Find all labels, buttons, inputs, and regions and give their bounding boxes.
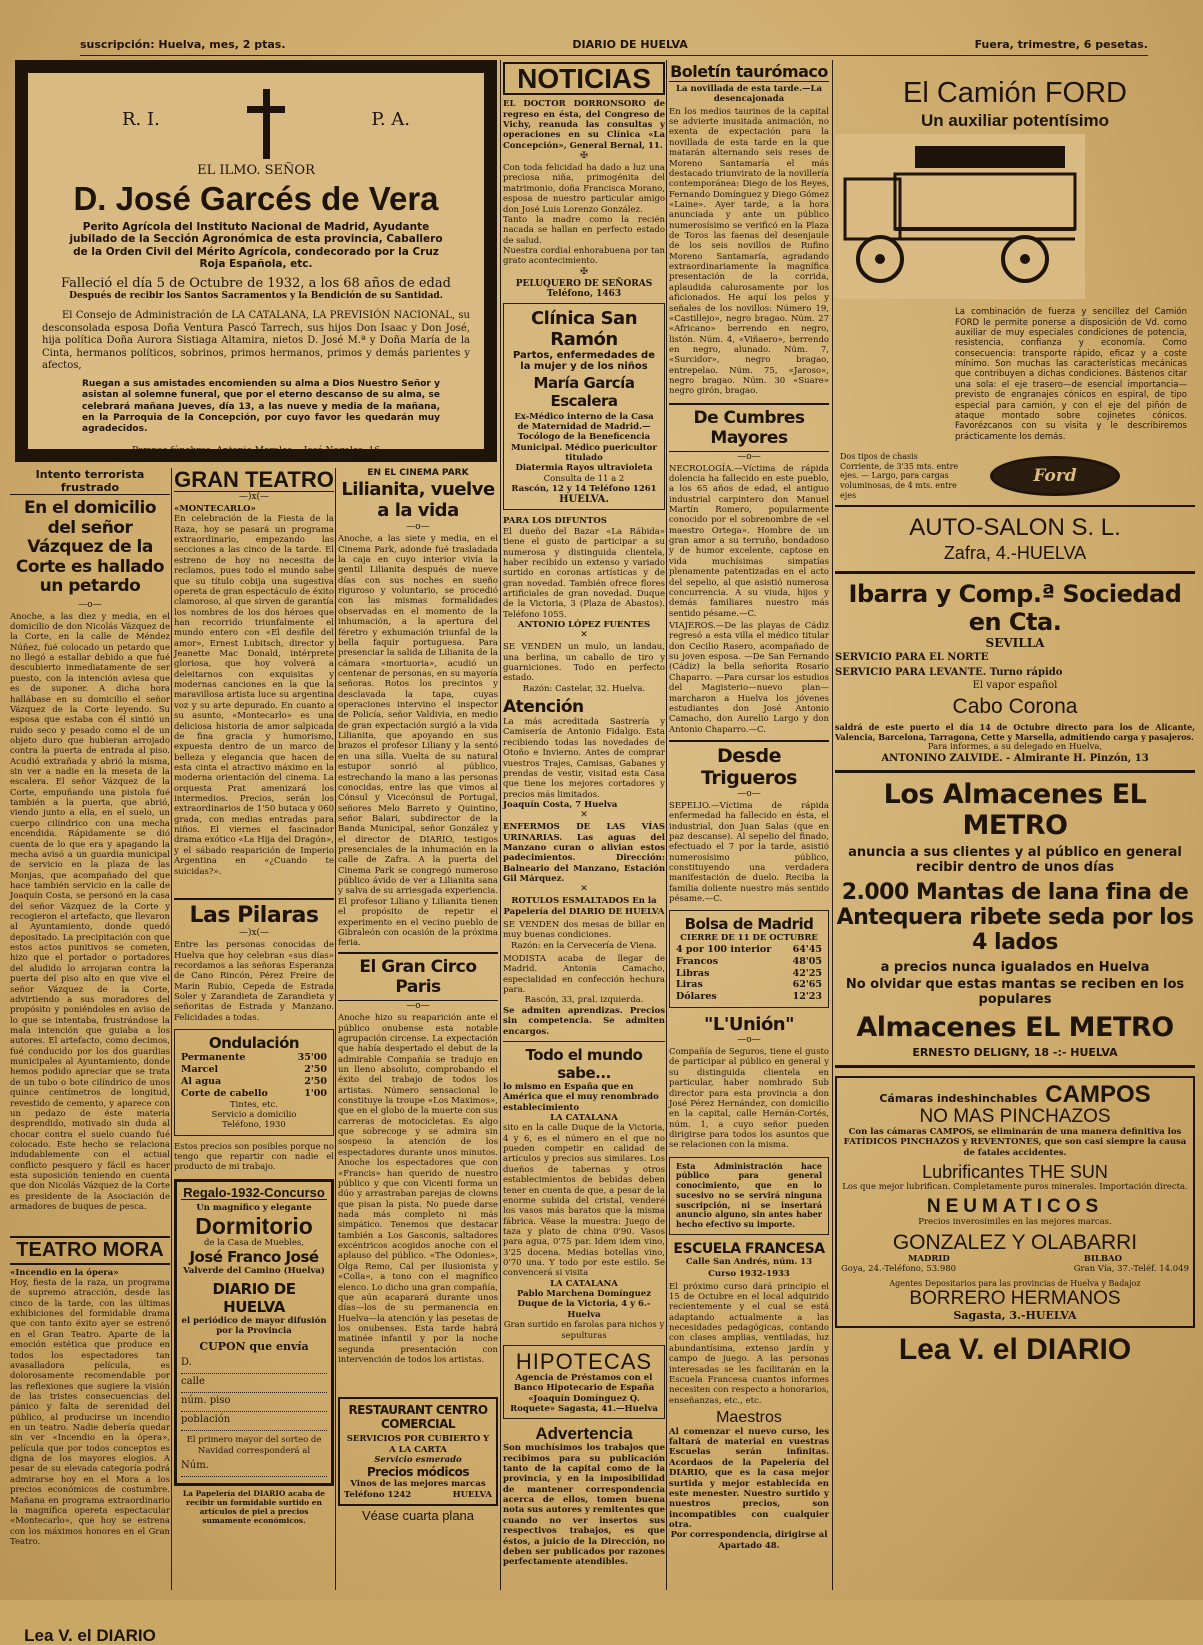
cumbres-text: NECROLOGÍA.—Víctima de rápida dolencia ha fallecido en este pueblo, a los 65 años de edad, el antiguo industrial carpintero don Manuel Martín Romero, popularmente conocido por el sobrenombre de «el maestro Ortega». Hombre de un gran amor a su terruño, bondadoso y de humor excelente, captose en vida muchísimas simpatías plenamente patentizadas en el acto del sepelio, al que asistió numerosa concurrencia. A su viuda, hijos y demás familiares nuestro más sentido pésame.—C. xyxy=(669,463,829,619)
union-text: Compañía de Seguros, tiene el gusto de participar al público en general y su distinguida clientela en particular, haber nombrado Sub director para esta provincia a don José Pérez Hernández, con domicilio en la capital, calle Hernán-Cortés, núm. 1, a cuyo señor pueden dirigirse para todos los asuntos que se relacionen con la misma. xyxy=(669,1047,829,1151)
campos-gonz: GONZALEZ Y OLABARRI xyxy=(892,1230,1138,1254)
todo-text: lo mismo en España que en América que el muy renombrado establecimiento xyxy=(503,1081,659,1113)
cross-icon xyxy=(247,89,285,159)
obituary-name: D. José Garcés de Vera xyxy=(73,180,439,217)
ibarra-title: Ibarra y Comp.ª Sociedad en Cta. xyxy=(848,579,1182,636)
obituary-request: Ruegan a sus amistades encomienden su alma a Dios Nuestro Señor y asistan al solemne funeral, que por el eterno descanso de su alma, se celebrará mañana Jueves, día 13, a las nueve y media de la mañana, en la Parroquia de la Concepción, por cuyo favor les quedarán muy agradecidos. xyxy=(82,378,440,435)
campos-addr-right: Gran Vía, 37.-Teléf. 14.049 xyxy=(1073,1263,1189,1274)
toros-sub: La novillada de esta tarde.—La desencajonada xyxy=(676,84,822,105)
bolsa-row xyxy=(676,956,822,968)
metro-ad xyxy=(835,773,1195,1068)
regalo-premio: El primero mayor del sorteo de Navidad corresponderá al xyxy=(186,1435,322,1456)
bolsa-value: 62'65 xyxy=(792,979,822,991)
atentado-text: Anoche, a las diez y media, en el domicilio de don Nicolás Vázquez de la Corte, en la calle de Méndez Núñez, fué colocado un petardo que no llegó a estallar debido a que fué descubierto inmediatamente de ser puesto, con la intención aviesa que es de suponer. A dicha hora hallábase en su domicilio el señor Vázquez de la Corte leyendo. Su esposa que estaba con él sintió un ruido seco y pesado como el de un objeto duro que hubieran arrojado contra la puerta de entrada al piso. Acudió extrañada y abrió la misma, sin ver a nadie en la meseta de la escalera. El señor Vázquez de la Corte, empuñando una pistola fué también a la puerta, que abrió, viendo junto a ella, en el suelo, un cuerpo cilíndrico con una mecha encendida. Rápidamente se dió cuenta de lo que era y apagando la mecha avisó a un guardia municipal de servicio en la plaza de las Monjas, que acompañado del que hace también servicio en la calle de Joaquín Costa, se personó en la casa del señor Vázquez de la Corte y recogieron el artefacto, que llevaron al Ayuntamiento, donde quedó depositado. La precipitación con que estos actos punitivos se cometen, hizo que el portador o portadores del aludido lo arrojaran contra la puerta del piso alto en que vive el señor Vázquez de la Corte, advirtiendo a sus moradores del propósito y poniéndoles en aviso de lo que se intentaba, frustrándose la mala intención que guiaba a los autores. El artefacto, como decimos, fué conducido por los dos guardias municipales al Ayuntamiento, donde hemos podido apreciar que se trata de un tubo o bote cilíndrico de unos quince centímetros de longitud, revestido de cemento, y aparece con un pedazo de éste materia desprendido, motivado sin duda al chocar contra el suelo cuando fué colocado. Este hecho se relaciona indudablemente con el actual conflicto pesquero y fácil es hacer esta suposición teniendo en cuenta que don Nicolás Vázquez de la Corte es presidente de la Asociación de armadores de buques de pesca. xyxy=(10,611,170,1213)
mora-title: TEATRO MORA xyxy=(10,1236,170,1265)
peluqueria-ad: PELUQUERO DE SEÑORAS Teléfono, 1463 xyxy=(515,278,653,299)
cumbres-title: De Cumbres Mayores xyxy=(669,403,829,452)
campos-lub: Lubrificantes THE SUN xyxy=(922,1161,1108,1182)
maestros-text: Al comenzar el nuevo curso, les faltará de material en vuestras Escuelas serán infinitas. Acordaos de la Papelería del DIARIO, que es la casa mejor surtida y mejor establecida en este menester. Nuestro surtido y nuestros precios, son incompatibles con cualquier otra. xyxy=(669,1426,829,1530)
metro-l2: 2.000 Mantas de lana fina de Antequera ribete seda por los 4 lados xyxy=(836,879,1194,956)
column-rule xyxy=(171,468,172,1590)
column-toros xyxy=(669,62,829,1592)
column-noticias xyxy=(503,62,665,1592)
noticias-item-2: Con toda felicidad ha dado a luz una preciosa niña, primogénita del matrimonio, doña Francisca Morano, esposa de nuestro particular amigo don José Luis Lorenzo González. xyxy=(503,163,665,215)
bolsa-row xyxy=(676,991,822,1003)
granteatro-title: GRAN TEATRO xyxy=(174,467,334,492)
restaurant-city: HUELVA xyxy=(452,1489,492,1500)
restaurant-l1: SERVICIOS POR CUBIERTO Y A LA CARTA xyxy=(346,1434,490,1455)
rip-header xyxy=(42,81,470,159)
ford-sub: Un auxiliar potentísimo xyxy=(921,111,1109,131)
ondulacion-rows xyxy=(181,1052,327,1100)
campos-borrero-addr: Sagasta, 3.-HUELVA xyxy=(953,1308,1077,1322)
restaurant-l3: Precios módicos xyxy=(366,1465,470,1480)
obituary-death: Falleció el día 5 de Octubre de 1932, a los 68 años de edad xyxy=(61,276,451,292)
campos-title: CAMPOS xyxy=(1045,1080,1151,1108)
restaurant-ad xyxy=(338,1397,498,1506)
obituary-family: El Consejo de Administración de LA CATALANA, LA PREVISIÓN NACIONAL, su desconsolada esposa Doña Ventura Pascó Tarrech, sus hijos Don Isaac y Don José, hija política Doña Aurora Sistiaga Altamira, nietos D. José M.ª y Doña María de la Cinta, hermanos políticos, sobrinos, primos hermanos, primos y demás parientes y afectos, xyxy=(42,310,470,372)
autosalon-addr: Zafra, 4.-HUELVA xyxy=(943,542,1087,563)
toros-text: En los medios taurinos de la capital se advierte inusitada animación, no exenta de expectación para la novillada de esta tarde en la que matarán alternando seis reses de Moreno Santamaría el más destacado triunvirato de la novillería contemporánea: Diego de los Reyes, Fernando Domínguez y Diego Gómez «Laine». Ayer tarde, a la hora anunciada y ante un público numerosísimo se verificó en la Plaza de Toros las faenas del desenjaule de los seis novillos de Rufino Moreno Santamaría, agradando extraordinariamente la magnífica presentación de la corrida, aplaudida calurosamente por los aficionados. He aquí los pelos y señales de los novillos: Número 19, «Castillejo», negro bragao. Núm. 27 «Africano» berrendo en negro, listón. Núm. 4, «Viñaero», berrendo en negro, alunado. Núm. 7, «Surcidor», negro bragao, entrepelao. Núm. 75, «Jaroso», negro bragao. Núm. 30 «Suare» negro girón, bragao. xyxy=(669,106,829,397)
metro-l3: a precios nunca igualados en Huelva xyxy=(880,959,1150,975)
obituary-sacraments: Después de recibir los Santos Sacramentos y la Bendición de su Santidad. xyxy=(69,291,443,302)
column-rule xyxy=(335,468,336,1590)
granteatro-text: En celebración de la Fiesta de la Raza, hoy se pasará un programa extraordinario, empezando las secciones a las cinco de la tarde. El estreno de hoy no necesita de reclamos, pues todo el mundo sabe que su título cobija una sugestiva opereta de gran espectáculo de éxito clamoroso, al que sirven de garantía los nombres de los dos héroes que han recorrido triunfalmente el mundo entero con «El desfile del amor», Ernest Lubitsch, director y Jeanette Mac Donald, intérprete gloriosa, que hoy volverá a deleitarnos con exquisitas y modernas canciones en la que la maravillosa artista luce su argentina voz y su arte depurado. En cuanto a su asunto, «Montecarlo» es una deliciosa historia de amor salpicada de fina gracia y humorismo, expuesta dentro de un marco de belleza y elegancia que hacen de esta cinta el atractivo máximo en la moderna orientación del cinema. La orquesta Prat amenizará los intermedios. Precios, serán los extraordinarios de 1'50 butaca y 060 grada, con medias entradas para niños. El viernes el fascinador drama exótico «La Hija del Dragón», y el sábado reaparición de Imperio Argentina en «¿Cuando te suicidas?». xyxy=(174,514,334,877)
divider xyxy=(503,1041,665,1042)
regalo-l2: de la Casa de Muebles, xyxy=(204,1237,304,1248)
ibarra-l1: SERVICIO PARA EL NORTE xyxy=(835,651,989,663)
coupon-field-numero-sorteo[interactable]: Núm. xyxy=(181,1460,327,1477)
atencion-title: Atención xyxy=(503,697,584,718)
cinema-kicker: EN EL CINEMA PARK xyxy=(367,468,469,478)
modista-addr: Rascón, 33, pral. izquierda. xyxy=(524,995,644,1006)
restaurant-l2: Servicio esmerado xyxy=(374,1454,462,1465)
atencion-addr: Joaquín Costa, 7 Huelva xyxy=(503,799,618,810)
ford-chasis: Dos tipos de chasis Corriente, de 3'35 mts. entre ejes. — Largo, para cargas voluminosas, de 4 mts. entre ejes xyxy=(840,451,959,500)
noticias-item-1: EL DOCTOR DORRONSORO de regreso en ésta, del Congreso de Vichy, reanuda las consultas y operaciones en su Clínica «La Concepción», General Bernal, 11. xyxy=(503,99,665,151)
ondulacion-value: 1'00 xyxy=(304,1087,327,1099)
separator: ✕ xyxy=(580,630,588,641)
campos-addr-left: Goya, 24.-Teléfono, 53.980 xyxy=(841,1263,957,1274)
metro-title: Los Almacenes EL METRO xyxy=(883,778,1147,841)
regalo-addr: Valverde del Camino (Huelva) xyxy=(183,1266,325,1277)
toros-title: Boletín taurómaco xyxy=(670,62,828,81)
cinema-text: Anoche, a las siete y media, en el Cinema Park, adonde fué trasladada la caja en cuyo interior vivía la gentil Lilianita después de nueve días con sus noches en sueño riguroso y voluntario, se procedió con las mismas formalidades observadas en el momento de la inhumación, a la apertura del féretro y exhumación triunfal de la bella faquir portuguesa. Para presenciar la salida de Lilianita de la cámara «mortuoria», acudió un centenar de personas, en su mayoría señoras. Rotos los precintos y desclavada la tapa, cuyas operaciones intervino el inspector de Policía, señor Valdivia, en medio de gran expectación surgió a la vida Lilianita, que apoyando en sus brazos el profesor Liliany y la sentó en una silla. Vuelta de su natural estupor sonrió al público, estrechando la mano a las personas conocidas, entre las que vimos al Cónsul y Vicecónsul de Portugal, señores Melo Barreto y Quintino, señor Balari, subdirector de la Banda Municipal, señor González y el director de DIARIO, testigos presenciales de la inhumación en la calle de Zafra. A la puerta del Cinema Park se congregó numeroso público ávido de ver a Lilianita sana y salva de su arriesgada experiencia. El profesor Liliano y Lilianita tienen el propósito de repetir el experimento en el vecino pueblo de Gibraleón con ocasión de la próxima feria. xyxy=(338,534,498,949)
bolsa-rows xyxy=(676,944,822,1003)
campos-borrero: BORRERO HERMANOS xyxy=(909,1288,1121,1310)
escuela-addr: Calle San Andrés, núm. 13 xyxy=(685,1256,813,1267)
advertencia-text: Son muchísimos los trabajos que recibimos para su publicación tanto de la capital como de la provincia, y en la imposibilidad de mantener correspondencia acerca de ellos, tomen buena nota sus autores y remitentes que cuando no ver insertos sus respectivos trabajos, es que éstos, a juicio de la Dirección, no deben ser publicados por razones perfectamente atendibles. xyxy=(503,1443,665,1568)
bolsa-row xyxy=(676,979,822,991)
bolsa-sub: CIERRE DE 11 DE OCTUBRE xyxy=(680,933,818,944)
regalo-title: Regalo-1932-Concurso xyxy=(181,1186,327,1201)
column-granteatro xyxy=(174,468,334,1593)
obituary-titles: Perito Agrícola del Instituto Nacional de Madrid, Ayudante jubilado de la Sección Agronómica de esta provincia, Caballero de la Orden Civil del Mérito Agrícola, condecorado por la Cruz Roja Española, etc. xyxy=(69,220,443,271)
ford-title: El Camión FORD xyxy=(903,77,1127,109)
ford-chasis-row xyxy=(835,452,1195,501)
clinica-doctor-info: Ex-Médico interno de la Casa de Maternidad de Madrid.—Tocólogo de la Beneficencia Municipal. Médico puericultor titulado xyxy=(511,411,657,463)
cinema-title: Lilianita, vuelve a la vida xyxy=(341,479,495,521)
ondulacion-value: 2'50 xyxy=(304,1075,327,1087)
bolsa-value: 12'23 xyxy=(792,991,822,1003)
todo-name: LA CATALANA xyxy=(550,1113,618,1123)
separator: ✠ xyxy=(580,266,588,277)
regalo-ad xyxy=(174,1179,334,1486)
ford-text: La combinación de fuerza y sencillez del Camión FORD le permite ponerse a disposición de Vd. como auxiliar de muy especiales condiciones de potencia, resistencia, confianza y economía. Como consecuencia: transporte rápido, eficaz y a coste mínimo. Son muchas las características mecánicas que contribuyen a dichas condiciones. Bástenos citar una sola: el eje trasero—de esencial importancia—previsto de engranajes cónicos en espiral, de tipo especial para camión, y con el eje del piñón de ataque montado sobre cojinetes cónicos. Favorézcanos con su visita y le describiremos prácticamente los demás. xyxy=(955,307,1187,442)
ondulacion-value: 2'50 xyxy=(304,1063,327,1075)
ondulacion-tintes: Tintes, etc. xyxy=(230,1099,278,1110)
campos-neum-text: Precios inverosímiles en las mejores marcas. xyxy=(918,1217,1112,1228)
ondulacion-title: Ondulación xyxy=(208,1034,300,1053)
atentado-kicker: Intento terrorista frustrado xyxy=(10,468,170,495)
admin-notice: Esta Administración hace público para general conocimiento, que en lo sucesivo no se servirá ninguna suscripción, ni se insertará anuncio alguno, sin antes haber hecho efectivo su importe. xyxy=(669,1157,829,1235)
ondulacion-value: 35'00 xyxy=(297,1052,327,1064)
bolsa-label: Liras xyxy=(676,979,703,991)
bolsa-row xyxy=(676,944,822,956)
regalo-l1: Un magnífico y elegante xyxy=(196,1203,312,1214)
obituary-box xyxy=(15,60,497,462)
ibarra-ad xyxy=(835,574,1195,773)
hipotecas-text: Agencia de Préstamos con el Banco Hipotecario de España «Joaquín Domínguez Q. Roquete» Sagasta, 41.—Huelva xyxy=(510,1373,658,1415)
ondulacion-tel: Teléfono, 1930 xyxy=(222,1120,286,1131)
ondulacion-label: Corte de cabello xyxy=(181,1087,268,1099)
autosalon-title: AUTO-SALON S. L. xyxy=(909,513,1121,541)
mora-text: Hoy, fiesta de la raza, un programa de supremo atracción, desde las cinco de la tarde, con las últimas exhibiciones del formidable drama que con tanto éxito ayer se estrenó en el Gran Teatro. Aparte de la emoción estética que produce en todos los espectadores tan avasalladora película, es dolorosamente recomendable por las reflexiones que sugiere la visión de las tristes consecuencias del pánico y falta de serenidad del público, al producirse un incendio en un teatro. Nadie debería quedar sin ver «Incendio en la ópera», película que por todos conceptos es digna de los mayores elogios. A pesar de su elevada categoría podrá admirarse hoy en el Mora a los precios económicos de costumbre. Mañana en programa extraordinario la magnífica opereta espectacular «Montecarlo», que hoy se estrena con los máximos honores en el Gran Teatro. xyxy=(10,1277,170,1547)
bolsa-row xyxy=(676,968,822,980)
clinica-title: Clínica San Ramón xyxy=(530,307,638,350)
clinica-address: Rascón, 12 y 14 Teléfono 1261 xyxy=(511,484,657,495)
bolsa-value: 42'25 xyxy=(792,967,822,979)
coupon-field-numero[interactable]: núm. piso xyxy=(181,1395,327,1412)
ondulacion-row xyxy=(181,1064,327,1076)
column-cinema xyxy=(338,468,498,1593)
noticias-item-3: Tanto la madre como la recién nacada se hallan en perfecto estado de salud. xyxy=(503,214,665,246)
ondulacion-label: Marcel xyxy=(181,1063,219,1075)
hipotecas-ad xyxy=(503,1345,665,1420)
difuntos-sig: ANTONIO LÓPEZ FUENTES xyxy=(517,620,651,631)
separator: —o— xyxy=(406,1001,430,1012)
campos-neum: NEUMATICOS xyxy=(926,1196,1104,1218)
separator: —o— xyxy=(737,788,761,799)
coupon-field-poblacion[interactable]: población xyxy=(181,1414,327,1431)
ford-ad xyxy=(835,78,1195,507)
hipotecas-title: HIPOTECAS xyxy=(515,1348,653,1374)
campos-footer: Lea V. el DIARIO xyxy=(898,1332,1132,1366)
pilaras-text: Entre las personas conocidas de Huelva que hoy celebran «sus días» recordamos a las señoras Esperanza de Cano Rincón, Pérez Freire de Marín Rubio, Cepeda de Estrada Soler y Zarandieta de Zarandieta y señoritas de Estrada y Manzano. Felicidades a todas. xyxy=(174,940,334,1023)
bolsa-label: Dólares xyxy=(676,991,717,1003)
ibarra-vapor: El vapor español xyxy=(972,679,1058,691)
escuela-curso: Curso 1932-1933 xyxy=(708,1269,790,1280)
ondulacion-row xyxy=(181,1052,327,1064)
metro-l1: anuncia a sus clientes y al público en general recibir dentro de unos días xyxy=(848,844,1182,876)
metro-l5: Almacenes EL METRO xyxy=(856,1011,1174,1043)
todo-sig4: Gran surtido en farolas para nichos y sepulturas xyxy=(503,1320,665,1341)
ibarra-l2: SERVICIO PARA LEVANTE. Turno rápido xyxy=(835,666,1063,678)
column-ads xyxy=(835,62,1195,1592)
granteatro-sub: «MONTECARLO» xyxy=(174,503,256,514)
union-title: "L'Unión" xyxy=(703,1014,795,1036)
rip-right: P. A. xyxy=(371,109,410,130)
ibarra-text: saldrá de este puerto el día 14 de Octubre directo para los de Alicante, Valencia, Barcelona, Tarragona, Cette y Marsella, admitiendo carga y pasajeros. xyxy=(835,721,1195,742)
ondulacion-label: Al agua xyxy=(181,1075,222,1087)
campos-sub: NO MAS PINCHAZOS xyxy=(919,1105,1111,1127)
venden2-addr: Razón: en la Cervecería de Viena. xyxy=(511,940,657,951)
enfermos-text: ENFERMOS DE LAS VÍAS URINARIAS. Las aguas del Manzano curan o alivian estos padecimientos. Dirección: Balneario del Manzano, Estación Gil Márquez. xyxy=(503,822,665,884)
bolsa-table xyxy=(669,910,829,1008)
regalo-name: José Franco José xyxy=(189,1248,319,1267)
regalo-big: Dormitorio xyxy=(195,1212,313,1239)
regalo-diario: DIARIO DE HUELVA xyxy=(212,1279,296,1316)
separator: —o— xyxy=(78,599,102,610)
bolsa-value: 48'05 xyxy=(792,955,822,967)
separator: ✠ xyxy=(580,151,588,162)
separator: —)x(— xyxy=(238,928,270,939)
campos-kicker: Cámaras indeshinchables xyxy=(879,1091,1038,1105)
masthead-rates: Fuera, trimestre, 6 pesetas. xyxy=(974,38,1148,51)
circo-title: El Gran Circo Paris xyxy=(338,952,498,1001)
obituary-funeral: Pompas fúnebres: Antonio Morales.—José Nogales, 16 xyxy=(132,445,380,456)
rotulos-text: ROTULOS ESMALTADOS En la Papelería del DIARIO DE HUELVA xyxy=(503,896,665,917)
clinica-doctor: María García Escalera xyxy=(533,373,635,410)
campos-text: Con las cámaras CAMPOS, se eliminarán de una manera definitiva los FATÍDICOS PINCHAZOS y REVENTONES, que son casi siempre la causa de fatales accidentes. xyxy=(843,1126,1187,1158)
autosalon-ad xyxy=(835,507,1195,574)
masthead xyxy=(80,38,1148,56)
coupon-field-name[interactable]: D. xyxy=(181,1357,327,1374)
separator: —o— xyxy=(406,522,430,533)
ibarra-city: SEVILLA xyxy=(985,635,1045,650)
restaurant-title: RESTAURANT CENTRO COMERCIAL xyxy=(348,1403,488,1432)
ibarra-informes: Para informes, a su delegado en Huelva, xyxy=(927,742,1103,753)
restaurant-foot: Véase cuarta plana xyxy=(361,1507,475,1523)
mora-footer: Lea V. el DIARIO xyxy=(24,1625,156,1645)
clinica-ad xyxy=(503,303,665,511)
campos-lub-text: Los que mejor lubrifican. Completamente puros minerales. Importación directa. xyxy=(842,1181,1188,1192)
escuela-text: El próximo curso dará principio el 15 de Octubre en el local adquirido recientemente y el cual se está adaptando actualmente a las necesidades pedagógicas, contando con clases amplias, ventiladas, luz abundantísima, extenso jardín y campo de juego. A las personas interesadas se les facilitarán en la Escuela Francesa cuantos informes necesiten con respecto a honorarios, enseñanzas, etc., etc. xyxy=(669,1281,829,1406)
pilaras-title: Las Pilaras xyxy=(174,898,334,928)
ford-logo-icon: Ford xyxy=(990,456,1120,496)
ibarra-ship: Cabo Corona xyxy=(952,694,1078,718)
obituary-honorific: EL ILMO. SEÑOR xyxy=(197,163,315,178)
escuela-title: ESCUELA FRANCESA xyxy=(673,1240,825,1257)
bolsa-label: Francos xyxy=(676,955,719,967)
circo-text: Anoche hizo su reaparición ante el público onubense esta notable agrupación circense. La expectación que había despertado el debut de la admirable Compañía se tradujo en un lleno absoluto, comprobando el éxito del trabajo de todos los artistas. Número sensacional lo constituye la troupe «Los Maximos», que en el globo de la muerte con sus carreras de motocicletas. Es algo que sobrecoge y se admira sin sospeso la atención de los espectadores durante unos minutos. Anoche los espectadores que con «Francis» han querido de nuestro público y que con Vicenti forma un dúo y arrastraban parejas de clowns que pisan la pista. No puede darse nada más completo ni más simpático. Tenemos que destacar también a Los Gasconis, saltadores excéntricos acogidos anoche con el aplauso del público. «The Odonies», Olga Remo, Cal per ilusionista y «Colla», a tono con el magnífico elenco. Lo dicho una gran compañía, que aún acaparará durante unos días—los de su permanencia en Huelva—la atención y las pesetas de los onubenses. Esta tarde habrá matinée infantil y por la noche segunda presentación con intervención de todos los artistas. xyxy=(338,1013,498,1366)
venden-addr: Razón: Castelar, 32. Huelva. xyxy=(522,683,646,694)
trigueros-text: SEPELIO.—Víctima de rápida enfermedad ha fallecido en ésta, el industrial, don Juan Salas (que en paz descanse). Al sepelio del finado, efectuado el 7 por la tarde, asistió numerosísimo público, constituyendo una verdadera manifestación de duelo. Reciba la familia doliente nuestro más sentido pésame.—C. xyxy=(669,800,829,905)
mora-sub: «Incendio en la ópera» xyxy=(10,1267,119,1278)
campos-ad xyxy=(835,1076,1195,1328)
bolsa-value: 64'45 xyxy=(792,943,822,955)
campos-addresses xyxy=(841,1264,1189,1274)
venden2-text: SE VENDEN dos mesas de billar en muy buenas condiciones. xyxy=(503,919,665,941)
truck-illustration xyxy=(835,134,1085,299)
todo-title: Todo el mundo sabe... xyxy=(525,1045,643,1082)
ondulacion-row xyxy=(181,1088,327,1100)
ondulacion-ad xyxy=(174,1029,334,1136)
column-rule xyxy=(666,60,667,1590)
restaurant-tel: Teléfono 1242 xyxy=(344,1489,412,1500)
ibarra-delegado: ANTONINO ZALVIDE. - Almirante H. Pinzón, 13 xyxy=(881,752,1149,764)
todo-sig3: Duque de la Victoria, 4 y 6.-Huelva xyxy=(517,1299,651,1320)
campos-cities xyxy=(841,1254,1189,1264)
separator: —o— xyxy=(737,1035,761,1046)
bolsa-label: Libras xyxy=(676,967,710,979)
modista-text: MODISTA acaba de llegar de Madrid. Antonia Camacho, especialidad en confección hechura para. xyxy=(503,954,665,996)
campos-madrid: MADRID xyxy=(907,1253,950,1264)
separator: —o— xyxy=(737,451,761,462)
venden-text: SE VENDEN un mulo, un landau, una berlina, un caballo de tiro y guarniciones. Todo en perfecto estado. xyxy=(503,642,665,684)
metro-l4: No olvidar que estas mantas se reciben en los populares xyxy=(845,976,1185,1007)
todo-sig1: LA CATALANA xyxy=(550,1278,618,1289)
ondulacion-servicio: Servicio a domicilio xyxy=(211,1109,297,1120)
bolsa-label: 4 por 100 interior xyxy=(676,943,772,955)
difuntos-title: PARA LOS DIFUNTOS xyxy=(503,516,607,527)
column-rule xyxy=(500,60,501,1590)
clinica-sub: Partos, enfermedades de la mujer y de los niños xyxy=(512,349,655,372)
regalo-cupon: CUPON que envía xyxy=(199,1340,309,1354)
restaurant-footer xyxy=(344,1490,492,1500)
column-rule xyxy=(832,60,833,1590)
coupon-field-calle[interactable]: calle xyxy=(181,1376,327,1393)
todo-body: sito en la calle Duque de la Victoria, 4 y 6, es el número en el que no pueden competir en calidad de artículos y precios sus similares. Los dueños de tabernas y otros establecimientos de bebidas deben tener en cuenta de que, a pesar de la enorme subida del cristal, venderé los vasos más baratos que la misma fábrica. Véase la muestra: Juego de taza y plato de china 0'90. Vasos para agua, 0'75 par. Idem idem vino, 3'25 docena. Medias botellas vino, 0'70 una. Y todo por este estilo. Se convencerá si visita xyxy=(503,1123,665,1279)
clinica-city: HUELVA. xyxy=(559,494,609,506)
separator: —)x(— xyxy=(238,492,270,503)
cumbres-viajeros: VIAJEROS.—De las playas de Cádiz regresó a esta villa el médico titular don Cecilio Rasero, acompañado de su joven esposa. —De San Fernando (Cádiz) la bella señorita Rosario Chaparro. —Para cursar los estudios del Magisterio—nuevo plan— marcharon a Huelva los jóvenes estudiantes don José Antonio Camacho, don Aurelio Largo y don Antonio Chaparro.—C. xyxy=(669,621,829,735)
atencion-text: La más acreditada Sastrería y Camisería de Antonio Fidalgo. Esta recibiendo todas las novedades de Otoño e Invierno. Antes de comprar vuestros Trajes, Camisas, Gabanes y prendas de vestir, visitad esta Casa que tiene los mejores cortadores y precios más limitados. xyxy=(503,717,665,800)
atentado-title: En el domicilio del señor Vázquez de la Corte es hallado un petardo xyxy=(15,498,165,597)
clinica-diatermia: Diatermia Rayos ultravioleta xyxy=(515,463,653,474)
maestros-title: Maestros xyxy=(716,1408,782,1426)
maestros-footer: Por correspondencia, dirigirse al Apartado 48. xyxy=(670,1530,828,1551)
rip-left: R. I. xyxy=(122,109,160,130)
modista-extra: Se admiten aprendizas. Precios sin competencia. Se admiten encargos. xyxy=(503,1005,665,1037)
regalo-diario-sub: el periódico de mayor difusión por la Provincia xyxy=(181,1315,327,1336)
ondulacion-row xyxy=(181,1076,327,1088)
ondulacion-label: Permanente xyxy=(181,1052,246,1064)
noticias-title: NOTICIAS xyxy=(503,62,665,95)
separator: ✕ xyxy=(580,810,588,821)
metro-l6: ERNESTO DELIGNY, 18 -:- HUELVA xyxy=(912,1045,1118,1059)
todo-sig2: Pablo Marchena Domínguez xyxy=(516,1289,652,1300)
clinica-consulta: Consulta de 11 a 2 xyxy=(543,473,625,484)
bolsa-title: Bolsa de Madrid xyxy=(684,915,814,934)
ondulacion-precios: Estos precios son posibles porque no tengo que repartir con nadie el producto de mi trabajo. xyxy=(174,1141,334,1173)
campos-bilbao: BILBAO xyxy=(1083,1253,1123,1264)
masthead-subscription: suscripción: Huelva, mes, 2 ptas. xyxy=(80,38,286,51)
separator: ✕ xyxy=(580,884,588,895)
column-atentado xyxy=(10,468,170,1645)
advertencia-title: Advertencia xyxy=(535,1424,633,1444)
trigueros-title: Desde Trigueros xyxy=(669,740,829,789)
restaurant-l4: Vinos de las mejores marcas xyxy=(350,1479,486,1490)
papeleria-text: La Papelería del DIARIO acaba de recibir un formidable surtido en artículos de piel a precios sumamente económicos. xyxy=(182,1489,326,1526)
masthead-title: DIARIO DE HUELVA xyxy=(572,38,688,51)
campos-header xyxy=(841,1082,1189,1107)
difuntos-text: El dueño del Bazar «La Rábida» tiene el gusto de participar a su numerosa y distinguida clientela, haber recibido un extenso y variado surtido en coronas artísticas y de gran novedad. También ofrece flores artificiales de gran novedad. Duque de la Victoria, 3 (Plaza de Abastos). Teléfono 1055. xyxy=(503,526,665,620)
campos-agentes: Agentes Depositarios para las provincias de Huelva y Badajoz xyxy=(889,1279,1141,1289)
noticias-item-4: Nuestra cordial enhorabuena por tan grato acontecimiento. xyxy=(503,245,665,267)
